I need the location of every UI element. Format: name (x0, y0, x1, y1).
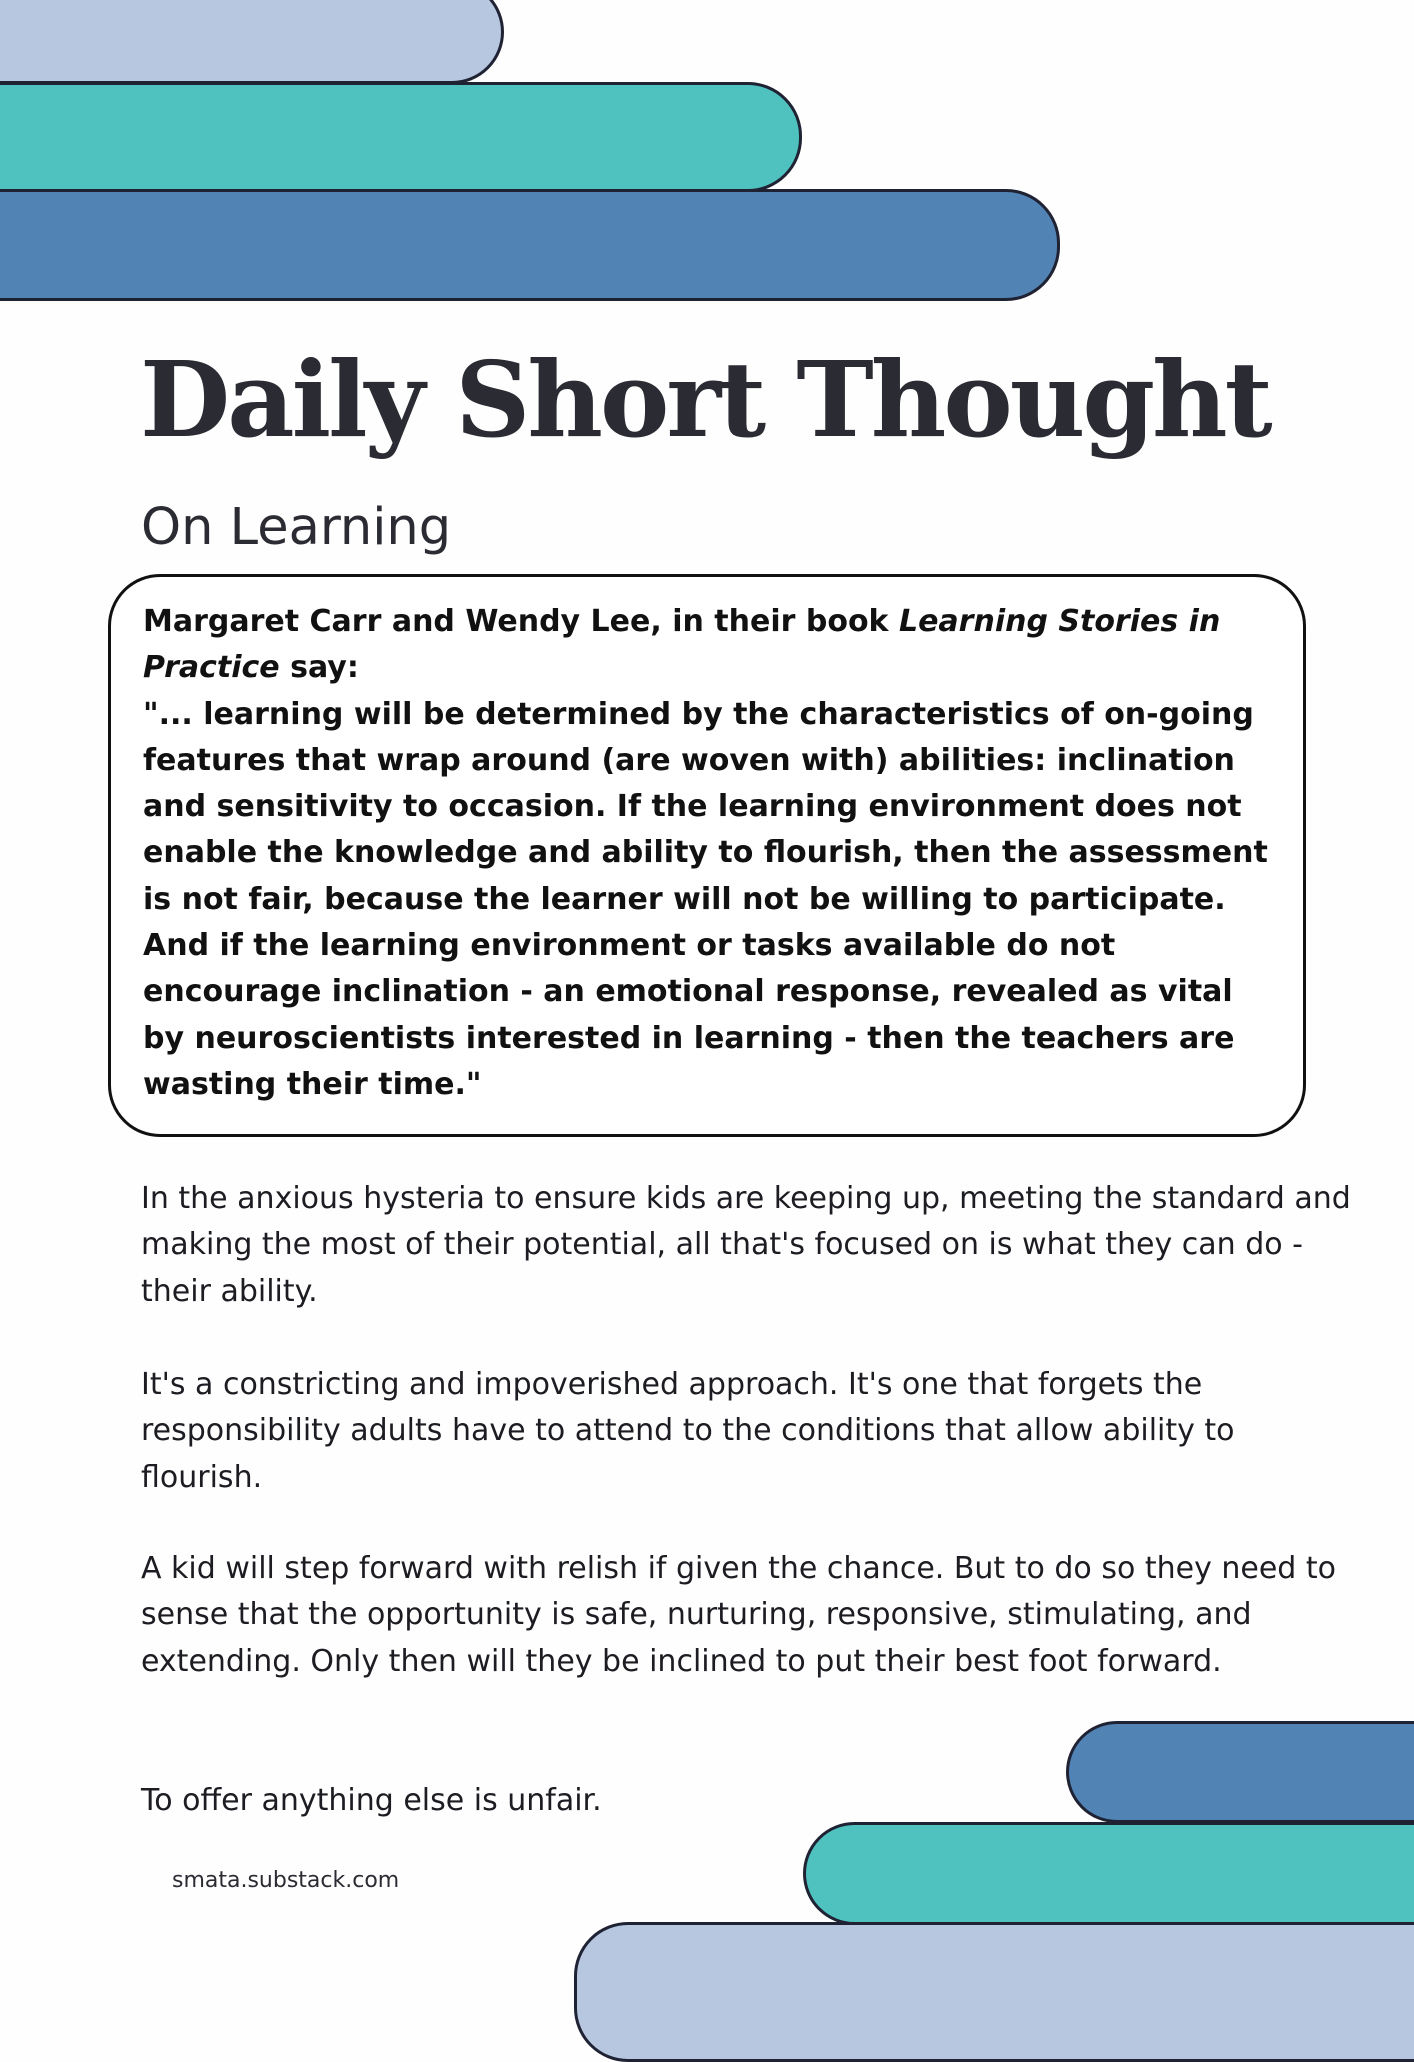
page-title: Daily Short Thought (140, 338, 1270, 461)
body-paragraph-2: It's a constricting and impoverished approach. It's one that forgets the responsibility adults have to attend to the conditions that allow ability to flourish. (141, 1367, 1235, 1495)
quote-say: say: (279, 650, 359, 686)
quote-authors: Margaret Carr and Wendy Lee, in their book (143, 604, 899, 639)
book-title: Learning Stories in Practice (143, 604, 1221, 686)
page-subtitle: On Learning (141, 498, 452, 557)
body-paragraph-4: To offer anything else is unfair. (141, 1783, 602, 1818)
decorative-bar-teal-top (0, 82, 802, 192)
quote-text: "... learning will be determined by the characteristics of on-going features that wrap around (are woven with) abilities: inclination and sensitivity to occasion. If the learning environment does not enable the knowledge and ability to flourish, then the assessment is not fair, because the learner will not be willing to participate. And if the learning environment or tasks available do not encourage inclination - an emotional response, revealed as vital by neuroscientists interested in learning - then the teachers are wasting their time." (143, 696, 1268, 1102)
decorative-bar-light-blue-top (0, 0, 504, 84)
body-paragraph-3: A kid will step forward with relish if given the chance. But to do so they need to sense that the opportunity is safe, nurturing, responsive, stimulating, and extending. Only then will they be inclined to put their best foot forward. (141, 1551, 1336, 1679)
quote-intro (143, 599, 1277, 692)
decorative-bar-steel-blue-bottom (1066, 1721, 1414, 1823)
footer-url[interactable]: smata.substack.com (172, 1868, 400, 1893)
decorative-bar-steel-blue-top (0, 189, 1060, 301)
quote-box (108, 574, 1306, 1137)
decorative-bar-light-blue-bottom (574, 1922, 1414, 2062)
body-paragraph-1: In the anxious hysteria to ensure kids are keeping up, meeting the standard and making the most of their potential, all that's focused on is what they can do - their ability. (141, 1181, 1351, 1309)
decorative-bar-teal-bottom (803, 1822, 1414, 1925)
